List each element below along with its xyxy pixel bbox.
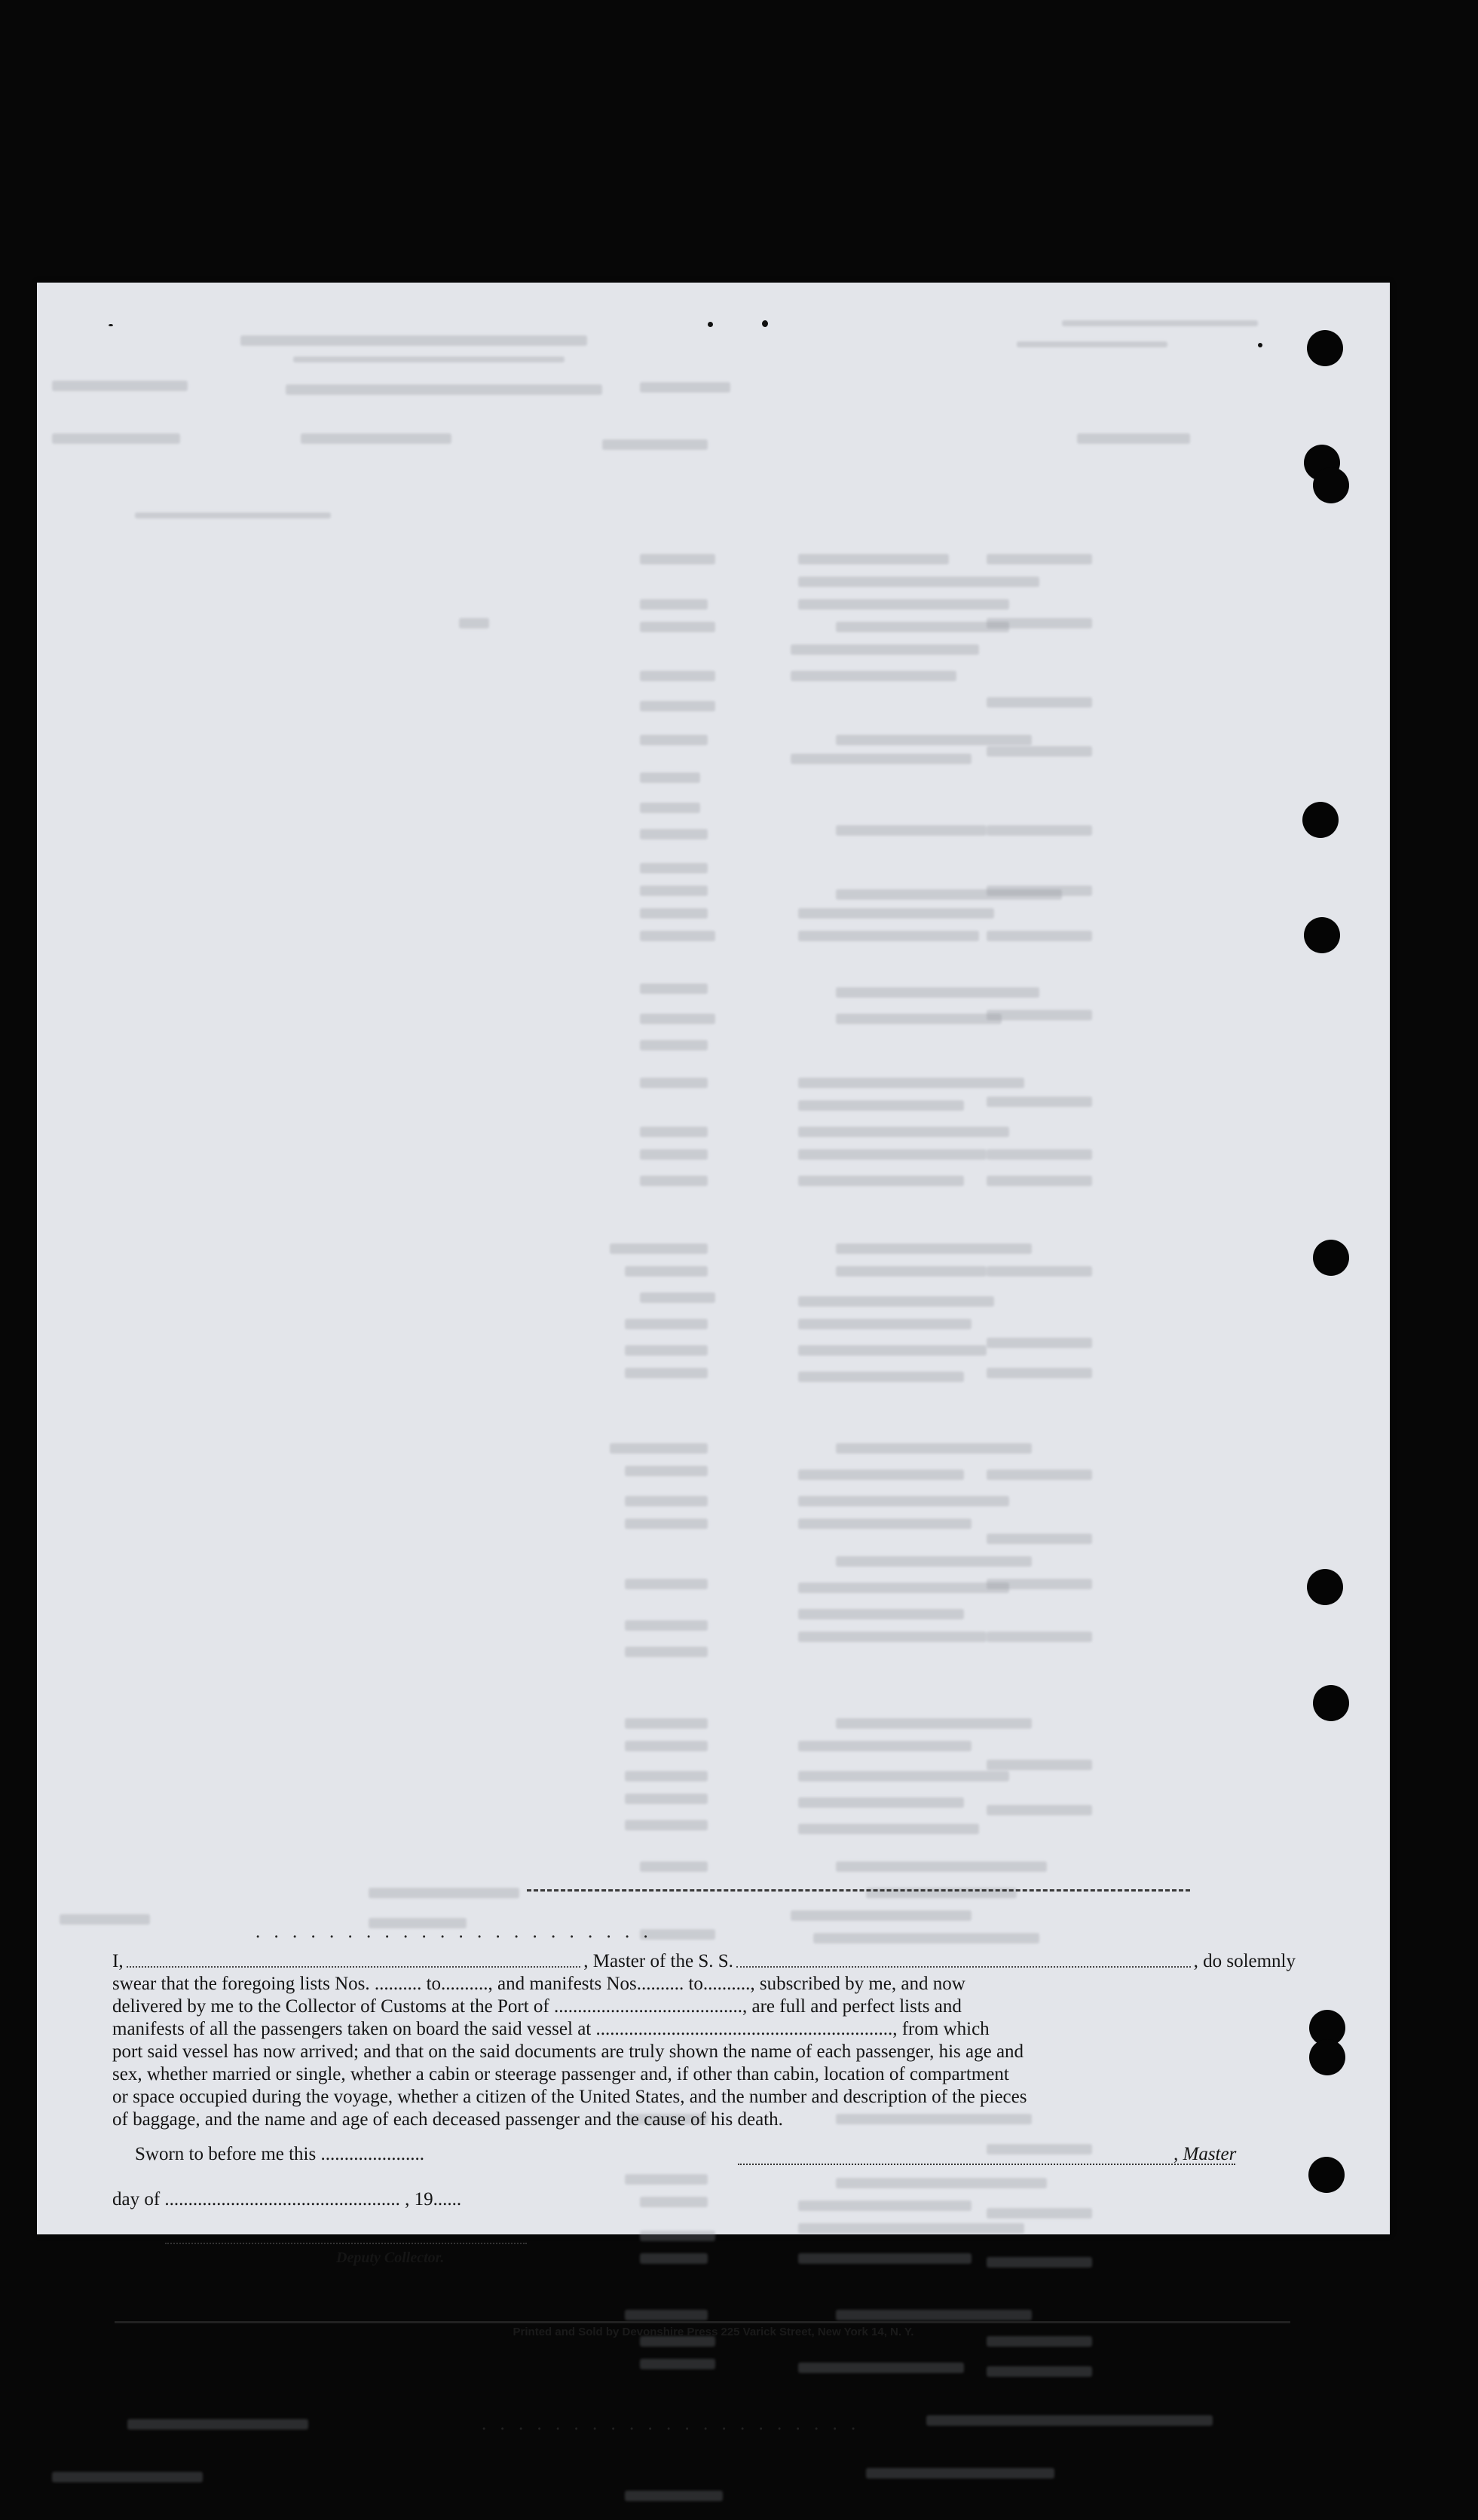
oath-line-5: port said vessel has now arrived; and that on the said documents are truly shown the name of each passenger, his age and (112, 2041, 1024, 2062)
punch-hole (1302, 802, 1339, 838)
deputy-collector-label: Deputy Collector. (336, 2249, 445, 2266)
master-label: , Master (1174, 2144, 1237, 2164)
punch-hole (1308, 2157, 1345, 2193)
ink-speck (762, 320, 768, 327)
printer-imprint: Printed and Sold by Devonshire Press 225 Varick Street, New York 14, N. Y. (513, 2326, 914, 2338)
ink-speck (1258, 343, 1262, 347)
master-signature-line (738, 2144, 1235, 2165)
punch-hole (1307, 1569, 1343, 1605)
oath-line-4: manifests of all the passengers taken on board the said vessel at ..............................................................., from which (112, 2019, 990, 2039)
oath-line-8: of baggage, and the name and age of each deceased passenger and the cause of his death. (112, 2109, 783, 2130)
ink-speck (109, 324, 113, 326)
manifest-page (37, 283, 1390, 2434)
sworn-before-line: Sworn to before me this ...................... (135, 2144, 424, 2164)
punch-hole (1304, 917, 1340, 953)
oath-line-2: swear that the foregoing lists Nos. .......... to.........., and manifests Nos.......... to.........., subscribed by me, and now (112, 1974, 965, 1994)
deputy-signature-line (165, 2243, 527, 2244)
day-of-line: day of .................................................. , 19...... (112, 2189, 462, 2210)
signature-dots: . . . . . . . . . . . . . . . . . . . . . . (256, 1922, 653, 1942)
bleed-through-text (37, 283, 1390, 2234)
dashed-rule (527, 1889, 1190, 1892)
punch-hole (1313, 1240, 1349, 1276)
ink-speck (708, 322, 713, 327)
oath-line-3: delivered by me to the Collector of Customs at the Port of ........................................, are full and perfect lists and (112, 1996, 962, 2017)
oath-line-6: sex, whether married or single, whether a cabin or steerage passenger and, if other than cabin, location of compartment (112, 2064, 1009, 2084)
punch-hole (1309, 2039, 1345, 2075)
oath-line-1: I, , Master of the S. S. , do solemnly (112, 1951, 1296, 1971)
bottom-dots: . . . . . . . . . . . . . . . . . . . . . (482, 2414, 861, 2434)
oath-line-7: or space occupied during the voyage, whether a citizen of the United States, and the number and description of the pieces (112, 2087, 1027, 2107)
punch-hole (1313, 467, 1349, 503)
footer-rule (115, 2321, 1290, 2323)
oath-paragraph (112, 1950, 1296, 2131)
punch-hole (1307, 330, 1343, 366)
punch-hole (1313, 1685, 1349, 1721)
